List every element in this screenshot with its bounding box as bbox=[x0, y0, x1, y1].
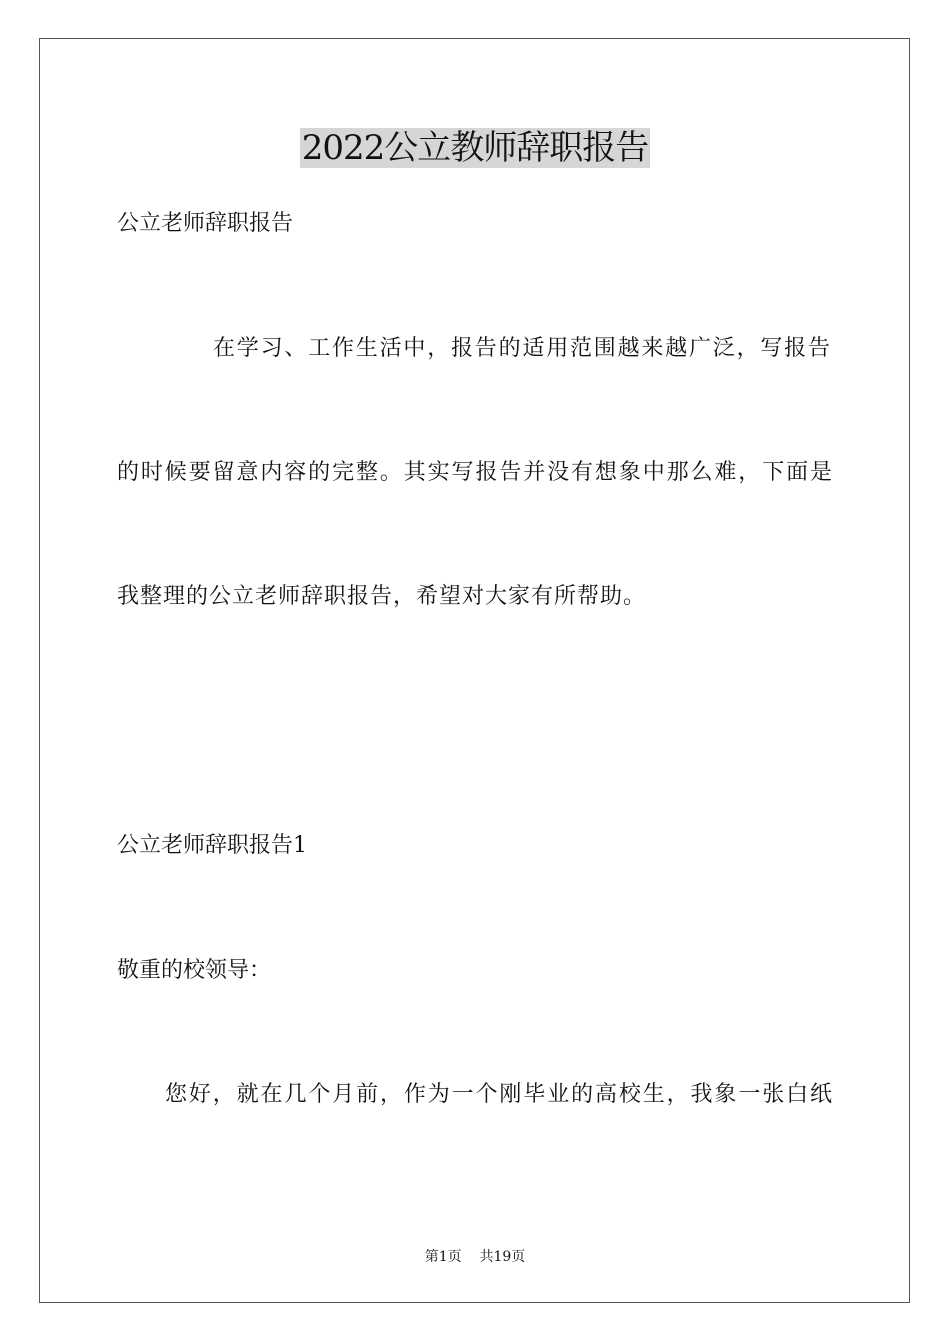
page-footer: 第1页 共19页 bbox=[424, 1249, 526, 1265]
intro-paragraph-line-3: 我整理的公立老师辞职报告，希望对大家有所帮助。 bbox=[117, 584, 647, 609]
intro-paragraph-line-2: 的时候要留意内容的完整。其实写报告并没有想象中那么难，下面是 bbox=[117, 460, 833, 485]
document-title bbox=[0, 126, 950, 170]
intro-paragraph-line-1: 在学习、工作生活中，报告的适用范围越来越广泛，写报告 bbox=[213, 336, 831, 361]
document-subtitle: 公立老师辞职报告 bbox=[117, 211, 294, 236]
salutation: 敬重的校领导： bbox=[117, 958, 272, 983]
body-paragraph-line-1: 您好，就在几个月前，作为一个刚毕业的高校生，我象一张白纸 bbox=[165, 1082, 833, 1107]
document-title-text: 2022公立教师辞职报告 bbox=[301, 128, 649, 168]
section-heading: 公立老师辞职报告1 bbox=[117, 833, 307, 858]
